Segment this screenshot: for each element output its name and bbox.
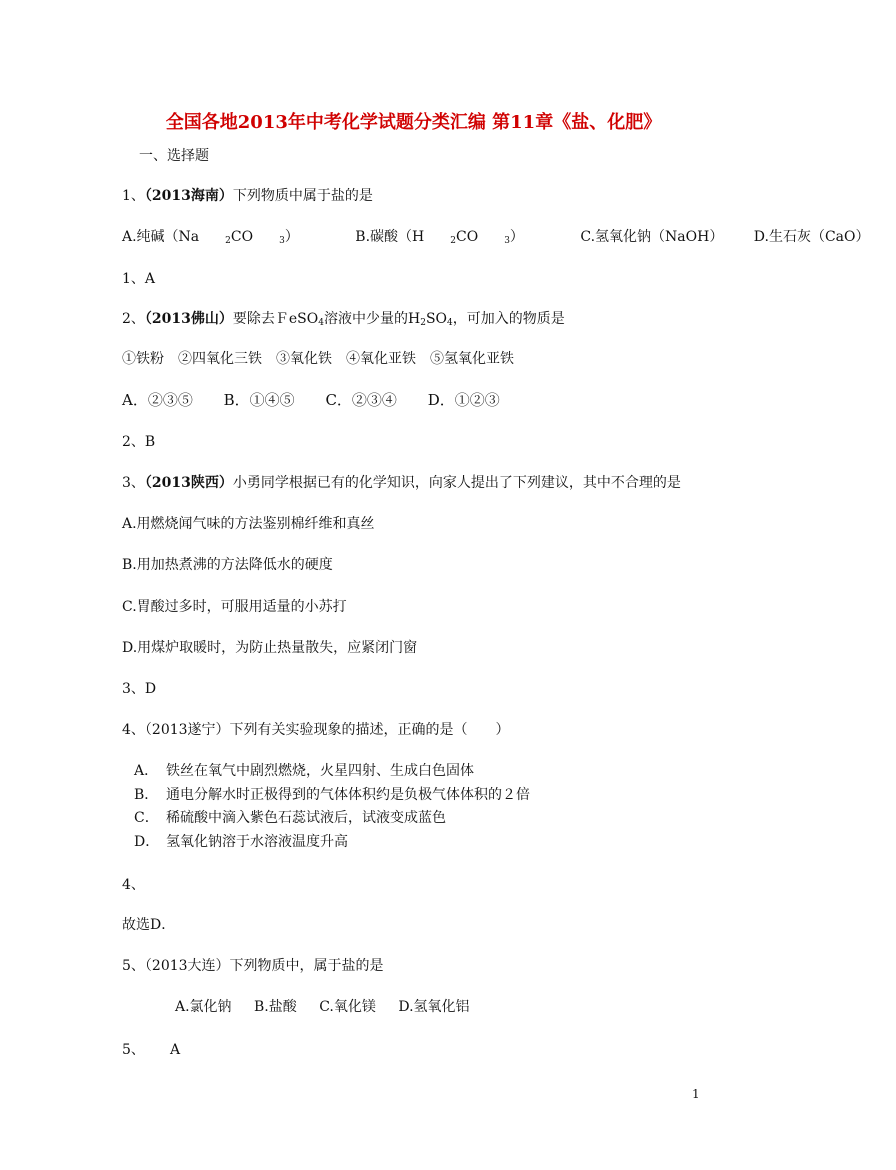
option-a: A.纯碱（Na $_2$CO $_3$）	[122, 229, 299, 246]
answer-4-number: 4、	[122, 877, 145, 893]
answer-4: 故选D．	[122, 917, 176, 933]
option-b: B．①④⑤	[223, 391, 295, 409]
question-source: （2013陕西）	[144, 475, 233, 491]
question-2	[122, 310, 565, 328]
question-source: （2013佛山）	[144, 311, 233, 327]
question-source: （2013海南）	[144, 188, 233, 204]
page-number: 1	[692, 1087, 700, 1101]
answer-2: 2、B	[122, 434, 156, 450]
question-5: 5、（2013大连）下列物质中，属于盐的是	[122, 958, 384, 974]
option-a: A.氯化钠	[175, 999, 232, 1015]
document-title: 全国各地2013年中考化学试题分类汇编 第11章《盐、化肥》	[165, 112, 662, 133]
question-stem: 小勇同学根据已有的化学知识，向家人提出了下列建议，其中不合理的是	[232, 475, 681, 491]
question-3-option-c: C.胃酸过多时，可服用适量的小苏打	[122, 599, 347, 615]
question-number: 2、	[122, 311, 145, 327]
question-number: 1、	[122, 188, 145, 204]
question-4-option-b: B． 通电分解水时正极得到的气体体积约是负极气体体积的２倍	[134, 787, 530, 803]
question-3	[122, 474, 681, 492]
question-2-options	[122, 391, 526, 409]
option-a: A．②③⑤	[122, 391, 193, 409]
question-4-option-d: D． 氢氧化钠溶于水溶液温度升高	[134, 834, 348, 850]
question-2-items: ①铁粉 ②四氧化三铁 ③氧化铁 ④氧化亚铁 ⑤氢氧化亚铁	[122, 351, 514, 367]
question-5-options	[175, 998, 496, 1016]
option-c: C.氢氧化钠（NaOH）	[580, 229, 724, 245]
question-stem: 下列物质中属于盐的是	[232, 188, 373, 204]
question-4-option-a: A． 铁丝在氧气中剧烈燃烧，火星四射、生成白色固体	[134, 763, 474, 779]
question-1-options	[122, 228, 896, 246]
option-d: D．①②③	[427, 391, 500, 409]
section-heading: 一、选择题	[139, 148, 209, 164]
option-b: B.碳酸（H $_2$CO $_3$）	[355, 229, 524, 246]
option-d: D.氢氧化铝	[398, 999, 470, 1015]
option-c: C.氧化镁	[319, 999, 376, 1015]
question-number: 3、	[122, 475, 145, 491]
question-1	[122, 187, 373, 205]
question-3-option-b: B.用加热煮沸的方法降低水的硬度	[122, 557, 333, 573]
question-4-option-c: C． 稀硫酸中滴入紫色石蕊试液后，试液变成蓝色	[134, 810, 446, 826]
answer-1: 1、A	[122, 271, 156, 287]
question-3-option-a: A.用燃烧闻气味的方法鉴别棉纤维和真丝	[122, 516, 375, 532]
answer-5: 5、 A	[122, 1042, 181, 1058]
option-c: C．②③④	[325, 391, 397, 409]
question-stem: 要除去ＦeSO$_4$溶液中少量的$H_2SO_4$，可加入的物质是	[232, 311, 565, 328]
option-d: D.生石灰（CaO）	[753, 229, 870, 245]
option-b: B.盐酸	[254, 999, 297, 1015]
question-3-option-d: D.用煤炉取暖时，为防止热量散失，应紧闭门窗	[122, 640, 418, 656]
question-4: 4、（2013遂宁）下列有关实验现象的描述，正确的是（ ）	[122, 722, 510, 738]
answer-3: 3、D	[122, 681, 157, 697]
